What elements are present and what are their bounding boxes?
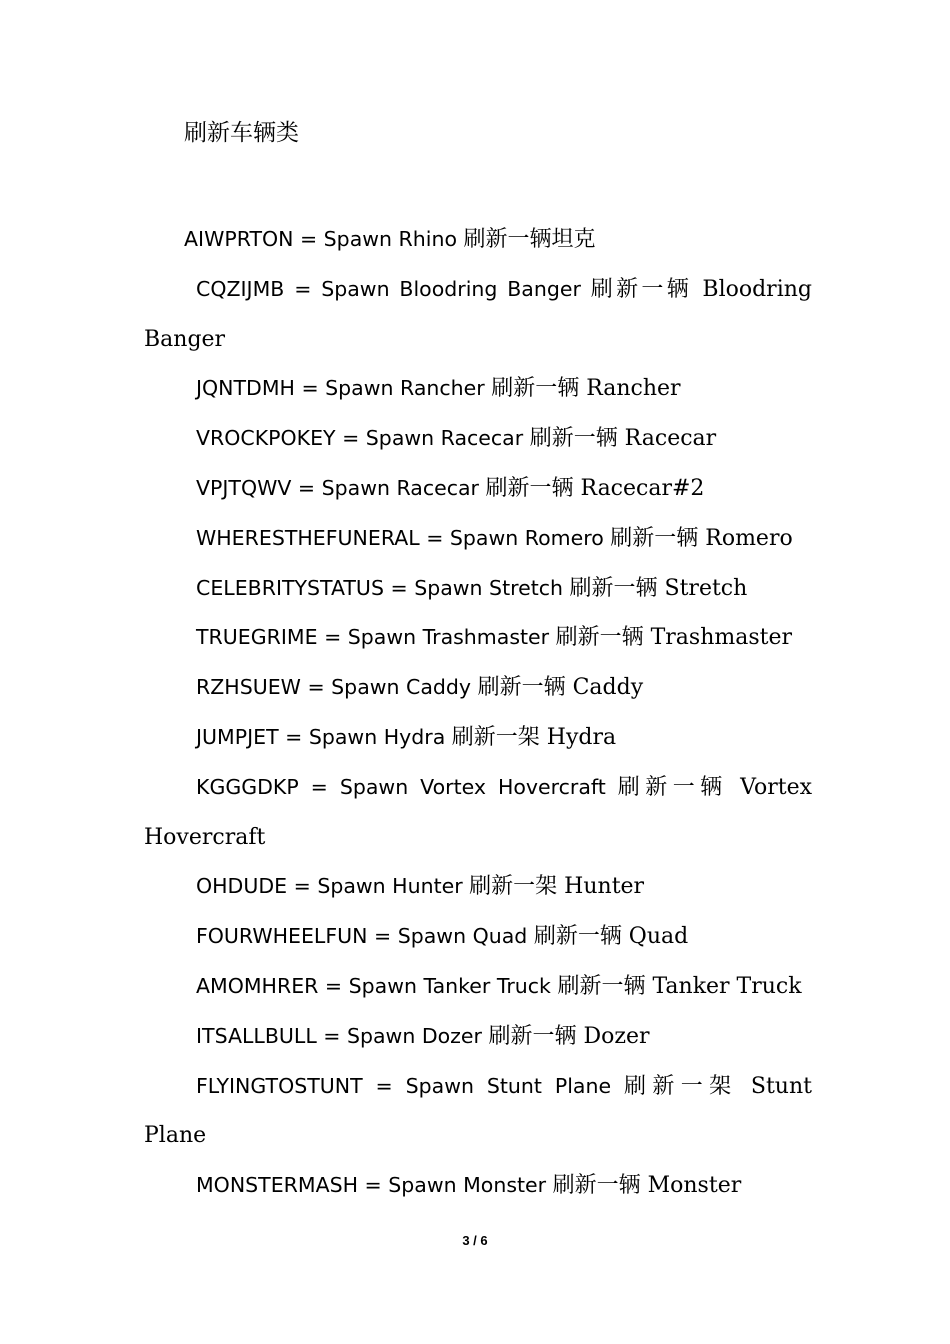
- cheat-description: Spawn Racecar: [321, 475, 486, 500]
- equals-separator: =: [291, 475, 322, 500]
- cheat-description: Spawn Bloodring Banger: [321, 276, 591, 301]
- equals-separator: =: [294, 376, 326, 401]
- cheat-code: TRUEGRIME: [196, 625, 318, 650]
- equals-separator: =: [419, 525, 450, 550]
- cheat-translation: 刷新一辆 Quad: [533, 924, 689, 950]
- cheat-description: Spawn Romero: [449, 525, 611, 550]
- cheat-translation: 刷新一辆 Stretch: [569, 575, 748, 601]
- cheat-translation: 刷新一辆 Bloodring Banger: [144, 276, 819, 352]
- cheat-translation: 刷新一架 Hunter: [469, 874, 645, 900]
- cheat-description: Spawn Stunt Plane: [405, 1073, 624, 1098]
- cheat-description: Spawn Stretch: [414, 575, 570, 600]
- cheat-entry: [144, 215, 812, 265]
- cheat-translation: 刷新一架 Stunt Plane: [144, 1073, 819, 1149]
- cheat-entry: [144, 862, 812, 912]
- cheat-entry: [144, 564, 812, 614]
- cheat-entry: [144, 962, 812, 1012]
- equals-separator: =: [293, 227, 324, 251]
- cheat-description: Spawn Trashmaster: [347, 625, 556, 650]
- cheat-description: Spawn Hydra: [308, 724, 452, 749]
- cheat-entry: [144, 663, 812, 713]
- page-number: 3 / 6: [462, 1233, 488, 1248]
- cheat-description: Spawn Racecar: [365, 426, 530, 451]
- cheat-code: VROCKPOKEY: [196, 426, 336, 451]
- cheat-code: ITSALLBULL: [196, 1023, 317, 1048]
- equals-separator: =: [335, 426, 366, 451]
- equals-separator: =: [298, 774, 340, 799]
- cheat-code: WHERESTHEFUNERAL: [196, 525, 420, 550]
- cheat-description: Spawn Rancher: [325, 376, 492, 401]
- cheat-entry: [144, 364, 812, 414]
- equals-separator: =: [287, 874, 318, 899]
- cheat-translation: 刷新一辆 Racecar: [529, 426, 717, 452]
- cheat-code: AIWPRTON: [184, 227, 294, 251]
- cheat-code: CQZIJMB: [196, 276, 285, 301]
- cheat-description: Spawn Vortex Hovercraft: [339, 774, 618, 799]
- equals-separator: =: [358, 1173, 389, 1198]
- equals-separator: =: [367, 924, 398, 949]
- cheat-entry: [144, 1062, 819, 1162]
- cheat-entry: [144, 464, 812, 514]
- cheat-code: FOURWHEELFUN: [196, 924, 368, 949]
- cheat-translation: 刷新一辆 Romero: [610, 525, 793, 551]
- cheat-entry: [144, 1012, 812, 1062]
- cheat-description: Spawn Rhino: [323, 227, 464, 251]
- cheat-code: RZHSUEW: [196, 675, 301, 700]
- equals-separator: =: [383, 575, 415, 600]
- cheat-code: JUMPJET: [196, 724, 279, 749]
- cheat-code: AMOMHRER: [196, 973, 319, 998]
- equals-separator: =: [300, 675, 332, 700]
- section-heading: 刷新车辆类: [184, 120, 299, 146]
- cheat-description: Spawn Hunter: [317, 874, 470, 899]
- cheat-description: Spawn Dozer: [346, 1023, 489, 1048]
- cheat-code: FLYINGTOSTUNT: [196, 1073, 363, 1098]
- equals-separator: =: [278, 724, 309, 749]
- equals-separator: =: [284, 276, 322, 301]
- cheat-translation: 刷新一辆 Dozer: [488, 1023, 650, 1049]
- cheat-translation: 刷新一辆 Tanker Truck: [557, 973, 802, 999]
- cheat-translation: 刷新一架 Hydra: [451, 724, 617, 750]
- cheat-translation: 刷新一辆 Vortex Hovercraft: [144, 774, 819, 850]
- cheat-translation: 刷新一辆 Trashmaster: [555, 625, 793, 651]
- equals-separator: =: [318, 973, 349, 998]
- cheat-entry: [144, 514, 812, 564]
- cheat-description: Spawn Monster: [388, 1173, 553, 1198]
- cheat-code: OHDUDE: [196, 874, 288, 899]
- cheat-code: VPJTQWV: [196, 475, 292, 500]
- cheat-entry: [144, 713, 812, 763]
- cheat-entry: [144, 763, 819, 863]
- cheat-code-list: [144, 215, 819, 1211]
- cheat-code: JQNTDMH: [196, 376, 295, 401]
- cheat-entry: [144, 613, 812, 663]
- cheat-code: KGGGDKP: [196, 774, 299, 799]
- cheat-description: Spawn Quad: [397, 924, 534, 949]
- equals-separator: =: [362, 1073, 406, 1098]
- cheat-translation: 刷新一辆 Racecar#2: [485, 475, 705, 501]
- equals-separator: =: [317, 625, 348, 650]
- cheat-code: MONSTERMASH: [196, 1173, 359, 1198]
- cheat-entry: [144, 265, 819, 365]
- cheat-code: CELEBRITYSTATUS: [196, 575, 384, 600]
- cheat-translation: 刷新一辆 Monster: [552, 1173, 742, 1199]
- equals-separator: =: [316, 1023, 347, 1048]
- cheat-description: Spawn Caddy: [331, 675, 478, 700]
- cheat-entry: [144, 1161, 812, 1211]
- cheat-translation: 刷新一辆 Rancher: [491, 376, 681, 402]
- cheat-entry: [144, 912, 812, 962]
- cheat-description: Spawn Tanker Truck: [348, 973, 558, 998]
- cheat-entry: [144, 414, 812, 464]
- cheat-translation: 刷新一辆坦克: [463, 227, 596, 252]
- cheat-translation: 刷新一辆 Caddy: [477, 675, 644, 701]
